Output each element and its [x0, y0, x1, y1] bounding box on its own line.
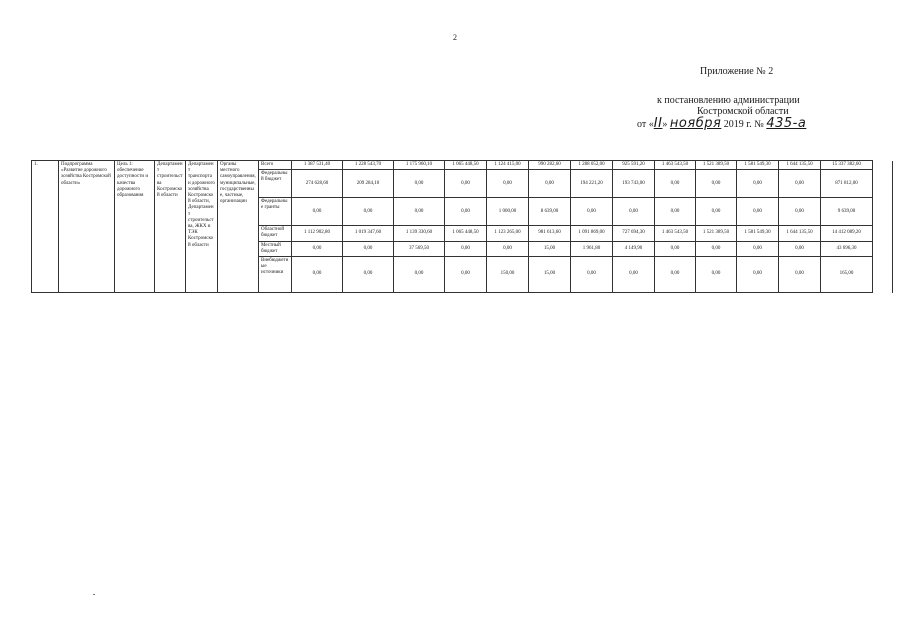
value-cell: 0,00 — [655, 170, 696, 198]
value-cell: 1 644 135,50 — [779, 161, 821, 170]
value-cell: 0,00 — [696, 198, 737, 226]
value-cell: 1 961,80 — [571, 241, 613, 256]
value-cell: 0,00 — [779, 198, 821, 226]
value-cell: 1 000,00 — [487, 198, 529, 226]
participants: Органы местного самоуправления, муниципальные, государственные, частные, организации — [218, 161, 259, 293]
value-cell: 981 613,60 — [529, 226, 571, 241]
value-cell: 925 591,20 — [613, 161, 655, 170]
value-cell: 193 743,00 — [613, 170, 655, 198]
value-cell: 0,00 — [655, 198, 696, 226]
value-cell: 194 221,20 — [571, 170, 613, 198]
value-cell: 990 282,60 — [529, 161, 571, 170]
value-cell: 0,00 — [779, 170, 821, 198]
resolution-line-2: Костромской области — [697, 106, 789, 117]
value-cell: 0,00 — [737, 241, 779, 256]
total-cell: 14 412 089,20 — [821, 226, 873, 241]
value-cell: 4 149,90 — [613, 241, 655, 256]
value-cell: 727 694,30 — [613, 226, 655, 241]
total-cell: 43 696,30 — [821, 241, 873, 256]
funding-source: Внебюджетные источники — [259, 257, 292, 293]
handwritten-day: II — [653, 116, 663, 131]
funding-source: Местный бюджет — [259, 241, 292, 256]
value-cell: 1 228 543,70 — [343, 161, 394, 170]
funding-source: Всего — [259, 161, 292, 170]
value-cell: 0,00 — [343, 198, 394, 226]
empty-column — [873, 161, 893, 293]
responsible-executor: Департамент транспорта и дорожного хозяйства Костромской области, Департамент строительства, ЖКХ и ТЭК Костромской области — [186, 161, 218, 293]
value-cell: 1 124 415,00 — [487, 161, 529, 170]
value-cell: 0,00 — [487, 241, 529, 256]
value-cell: 0,00 — [394, 198, 445, 226]
value-cell: 0,00 — [445, 170, 487, 198]
value-cell: 1 065 448,50 — [445, 226, 487, 241]
value-cell: 0,00 — [696, 241, 737, 256]
value-cell: 0,00 — [571, 198, 613, 226]
value-cell: 0,00 — [394, 257, 445, 293]
date-year: 2019 г. № — [723, 119, 764, 130]
value-cell: 1 521 389,50 — [696, 226, 737, 241]
value-cell: 0,00 — [445, 241, 487, 256]
resolution-date-line — [637, 116, 806, 131]
value-cell: 0,00 — [445, 198, 487, 226]
handwritten-number: 435-а — [766, 116, 807, 131]
value-cell: 1 644 135,50 — [779, 226, 821, 241]
funding-source: Областной бюджет — [259, 226, 292, 241]
value-cell: 1 581 549,30 — [737, 226, 779, 241]
scan-speck — [93, 594, 95, 595]
date-prefix: от « — [637, 119, 654, 130]
value-cell: 1 091 869,00 — [571, 226, 613, 241]
value-cell: 1 139 330,60 — [394, 226, 445, 241]
value-cell: 0,00 — [737, 257, 779, 293]
value-cell: 0,00 — [779, 241, 821, 256]
value-cell: 8 639,00 — [529, 198, 571, 226]
date-mid: » — [662, 119, 668, 130]
coexecutor: Департамент строительства Костромской области — [155, 161, 186, 293]
value-cell: 0,00 — [343, 241, 394, 256]
value-cell: 150,00 — [487, 257, 529, 293]
value-cell: 1 065 448,50 — [445, 161, 487, 170]
value-cell: 1 521 389,50 — [696, 161, 737, 170]
total-cell: 15 337 382,60 — [821, 161, 873, 170]
value-cell: 0,00 — [696, 170, 737, 198]
value-cell: 1 463 543,50 — [655, 226, 696, 241]
value-cell: 0,00 — [655, 257, 696, 293]
subprogram-name: Подпрограмма «Развитие дорожного хозяйства Костромской области» — [59, 161, 115, 293]
value-cell: 0,00 — [737, 170, 779, 198]
value-cell: 0,00 — [655, 241, 696, 256]
value-cell: 1 112 902,80 — [292, 226, 343, 241]
value-cell: 0,00 — [737, 198, 779, 226]
funding-source: Федеральные гранты — [259, 198, 292, 226]
funding-table — [31, 160, 893, 293]
value-cell: 0,00 — [613, 198, 655, 226]
funding-source: Федеральный бюджет — [259, 170, 292, 198]
value-cell: 0,00 — [779, 257, 821, 293]
appendix-title: Приложение № 2 — [700, 66, 774, 77]
total-cell: 165,00 — [821, 257, 873, 293]
value-cell: 0,00 — [571, 257, 613, 293]
value-cell: 0,00 — [292, 241, 343, 256]
value-cell: 37 569,50 — [394, 241, 445, 256]
value-cell: 1 123 265,00 — [487, 226, 529, 241]
value-cell: 0,00 — [487, 170, 529, 198]
value-cell: 209 284,10 — [343, 170, 394, 198]
value-cell: 0,00 — [696, 257, 737, 293]
handwritten-month: ноября — [669, 116, 722, 131]
table-row — [32, 161, 893, 170]
value-cell: 1 019 347,60 — [343, 226, 394, 241]
total-cell: 871 812,00 — [821, 170, 873, 198]
value-cell: 1 463 543,50 — [655, 161, 696, 170]
value-cell: 0,00 — [613, 257, 655, 293]
total-cell: 9 639,00 — [821, 198, 873, 226]
subprogram-goal: Цель 1: обеспечение доступности и качества дорожного образования — [115, 161, 155, 293]
value-cell: 1 581 549,30 — [737, 161, 779, 170]
value-cell: 1 387 531,40 — [292, 161, 343, 170]
value-cell: 0,00 — [343, 257, 394, 293]
value-cell: 0,00 — [292, 257, 343, 293]
row-index: 1. — [32, 161, 59, 293]
value-cell: 0,00 — [394, 170, 445, 198]
value-cell: 1 175 960,10 — [394, 161, 445, 170]
page-number: 2 — [453, 33, 457, 42]
resolution-line-1: к постановлению администрации — [657, 95, 800, 106]
value-cell: 0,00 — [292, 198, 343, 226]
value-cell: 1 288 052,00 — [571, 161, 613, 170]
value-cell: 0,00 — [445, 257, 487, 293]
value-cell: 15,00 — [529, 257, 571, 293]
value-cell: 15,00 — [529, 241, 571, 256]
value-cell: 0,00 — [529, 170, 571, 198]
value-cell: 274 628,60 — [292, 170, 343, 198]
